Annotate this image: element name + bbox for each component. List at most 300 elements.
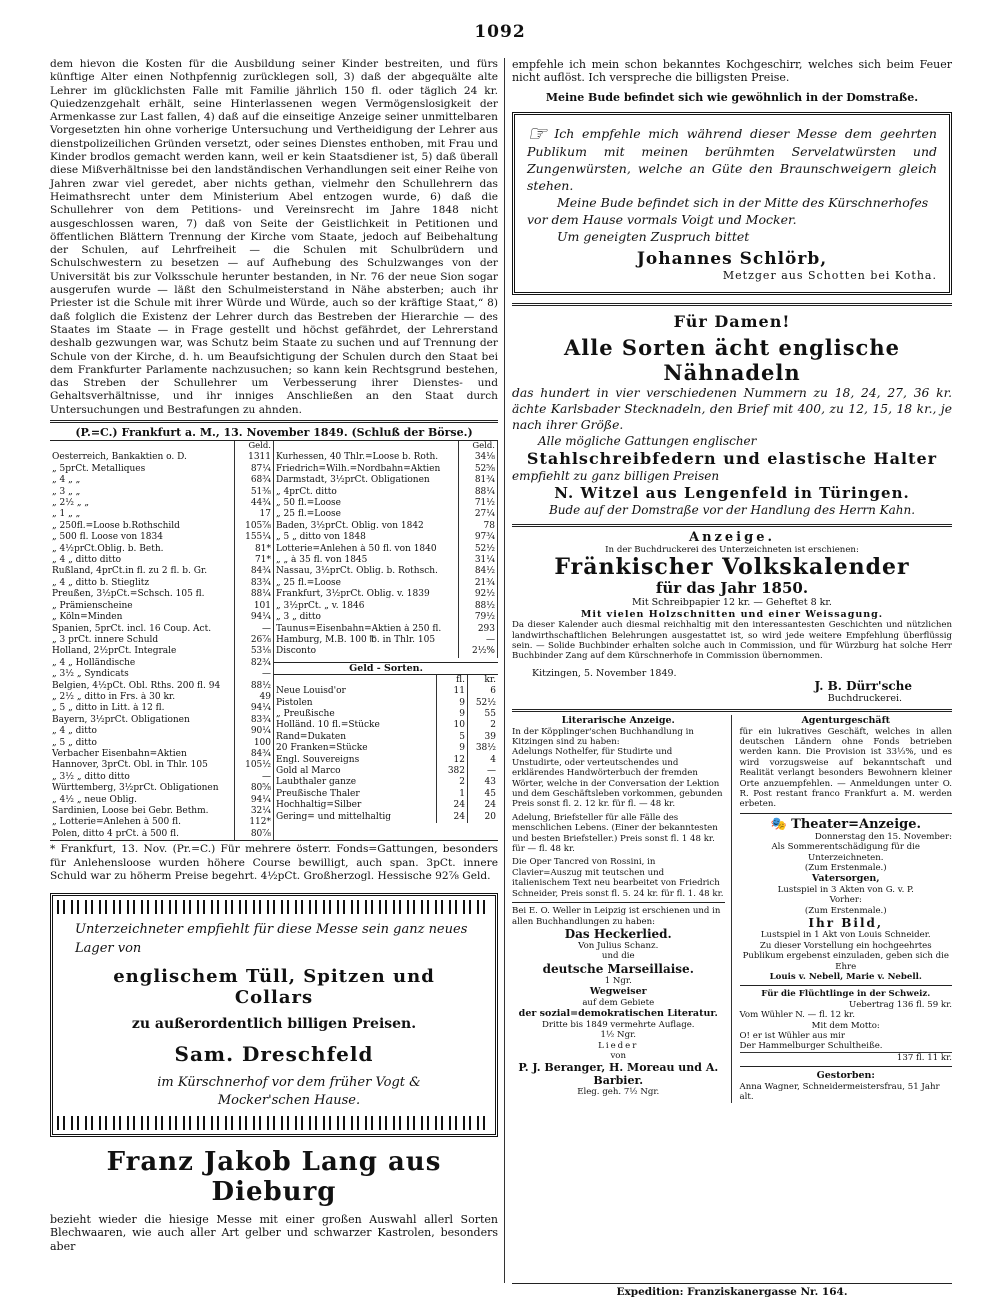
quote-row <box>50 624 274 635</box>
security-name: „ Lotterie=Anlehen à 500 fl. <box>52 817 181 828</box>
security-name: Frankfurt, 3½prCt. Oblig. v. 1839 <box>276 589 430 600</box>
quote-value: 81* <box>235 544 274 555</box>
coin-name: 20 Franken=Stücke <box>276 743 368 754</box>
coin-kr: 52½ <box>468 698 499 709</box>
quote-row <box>274 646 498 657</box>
quote-value: 94¼ <box>235 612 274 623</box>
coin-name: Laubthaler ganze <box>276 777 357 788</box>
quote-value: 26⅞ <box>235 635 274 646</box>
ad-headline: englischem Tüll, Spitzen und Collars <box>113 966 435 1009</box>
right-column <box>512 58 952 1103</box>
coin-fl: 9 <box>437 709 468 720</box>
ad-address: im Kürschnerhof vor dem früher Vogt & Mocker'schen Hause. <box>157 1075 421 1109</box>
quote-row <box>274 578 498 589</box>
book-title: Lieder <box>598 1040 639 1051</box>
ornament-border <box>57 900 491 914</box>
ad-text: Alle mögliche Gattungen englischer <box>538 433 757 448</box>
divider <box>740 813 953 814</box>
ad-text: Unterzeichneter empfiehlt für diese Messe sein ganz neues Lager von <box>75 922 468 957</box>
security-name: Holland, 2½prCt. Integrale <box>52 646 177 657</box>
ornament-border <box>57 1116 491 1130</box>
book-title: deutsche Marseillaise. <box>542 961 694 976</box>
coin-fl: 9 <box>437 743 468 754</box>
quote-value: 52⅝ <box>459 464 498 475</box>
quote-value: 44¾ <box>235 498 274 509</box>
divider <box>740 985 953 986</box>
security-name: „ 5 „ ditto in Litt. à 12 fl. <box>52 703 165 714</box>
quote-value: 52½ <box>459 544 498 555</box>
book-author: Von Julius Schanz. <box>578 940 659 951</box>
play-title: Ihr Bild, <box>808 916 884 931</box>
security-name: „ 3½prCt. „ v. 1846 <box>276 600 365 611</box>
quote-row <box>274 509 498 520</box>
left-column <box>50 58 498 1253</box>
quote-value: 84¾ <box>235 566 274 577</box>
coin-name: Rand=Dukaten <box>276 731 347 742</box>
literary-column <box>512 715 732 1103</box>
coin-name: Neue Louisd'or <box>276 686 346 697</box>
coin-row <box>274 766 498 777</box>
quote-value: 88¼ <box>235 589 274 600</box>
ad-text: Um geneigten Zuspruch bittet <box>557 228 750 244</box>
quote-row <box>50 772 274 783</box>
coin-fl: 1 <box>437 789 468 800</box>
quote-value: 49 <box>235 692 274 703</box>
security-name: „ Prämienscheine <box>52 600 133 611</box>
security-name: „ 2½ „ „ <box>52 498 90 509</box>
quote-row <box>50 783 274 794</box>
expedition-footer: Expedition: Franziskanergasse Nr. 164. <box>512 1283 952 1298</box>
quote-value: 2½% <box>459 646 498 657</box>
ad-subline: Mit vielen Holzschnitten und einer Weissagung. <box>580 608 884 620</box>
quote-row <box>50 612 274 623</box>
coin-kr: 24 <box>468 800 499 811</box>
book-text: auf dem Gebiete <box>582 997 655 1008</box>
theater-line: Lustspiel in 3 Akten von G. v. P. <box>777 885 914 896</box>
quote-value: 88¼ <box>459 487 498 498</box>
coin-row <box>274 686 498 697</box>
coin-row <box>274 698 498 709</box>
divider <box>512 709 952 712</box>
notices-column <box>740 715 953 1103</box>
quote-value: — <box>459 635 498 646</box>
coin-kr: — <box>468 766 499 777</box>
coin-name: Holländ. 10 fl.=Stücke <box>276 720 380 731</box>
quote-value: 94¼ <box>235 703 274 714</box>
quote-table <box>50 440 498 841</box>
coins-table <box>274 675 498 823</box>
booth-text: Meine Bude befindet sich wie gewöhnlich in der Domstraße. <box>545 90 919 104</box>
quote-row <box>50 532 274 543</box>
quote-row <box>50 669 274 680</box>
lit-text: In der Köpplinger'schen Buchhandlung in Kitzingen sind zu haben: <box>512 726 694 747</box>
coin-name: Preußische Thaler <box>276 788 360 799</box>
coin-kr: 39 <box>468 732 499 743</box>
book-text: Dritte bis 1849 vermehrte Auflage. <box>541 1019 695 1030</box>
theater-line: Louis v. Nebell, Marie v. Nebell. <box>769 971 922 982</box>
ad-dreschfeld <box>50 893 498 1137</box>
quote-row <box>50 806 274 817</box>
quote-value: 84½ <box>459 566 498 577</box>
security-name: Belgien, 4½pCt. Obl. Rths. 200 fl. 94 <box>52 680 221 691</box>
quote-row <box>50 566 274 577</box>
security-name: Preußen, 3½pCt.=Schsch. 105 fl. <box>52 589 205 600</box>
security-name: Hamburg, M.B. 100 ℔. in Thlr. 105 <box>276 634 436 645</box>
book-text: von <box>610 1050 627 1061</box>
security-name: „ 25 fl.=Loose <box>276 577 341 588</box>
book-title: Das Heckerlied. <box>564 926 672 941</box>
coin-fl: 24 <box>437 800 468 811</box>
page-number: 1092 <box>474 22 526 42</box>
bottom-two-columns <box>512 715 952 1103</box>
quote-row <box>50 464 274 475</box>
obituary-text: Anna Wagner, Schneidermeistersfrau, 51 Jahr alt. <box>739 1081 940 1103</box>
lit-text: Die Oper Tancred von Rossini, in Clavier=Auszug mit teutschen und italienischem Text neu bearbeitet von Friedrich Schneider, Preis sonst fl. 5. 24 kr. für fl. 1. 48 kr. <box>512 857 724 899</box>
book-title: der sozial=demokratischen Literatur. <box>518 1008 718 1020</box>
quote-table-right <box>274 441 498 658</box>
bourse-header: (P.=C.) Frankfurt a. M., 13. November 1849. (Schluß der Börse.) <box>75 426 473 440</box>
quote-value: 21¾ <box>459 578 498 589</box>
lit-text: Adelung, Briefsteller für alle Fälle des menschlichen Lebens. (Einer der bekanntesten und besten Briefsteller.) Preis sonst fl. 1 48 kr. für — fl. 48 kr. <box>512 812 718 855</box>
quote-row <box>274 544 498 555</box>
security-name: Taunus=Eisenbahn=Aktien à 250 fl. <box>276 623 442 634</box>
quote-row <box>50 715 274 726</box>
security-name: „ 3½ „ ditto ditto <box>52 771 130 782</box>
coin-name: Gering= und mittelhaltig <box>276 811 392 822</box>
donation-total: 137 fl. 11 kr. <box>740 1052 953 1063</box>
security-name: „ 4 „ ditto ditto <box>52 555 122 566</box>
coin-name: Engl. Souvereigns <box>276 754 360 765</box>
security-name: „ 500 fl. Loose von 1834 <box>52 532 163 543</box>
ad-subheadline: Stahlschreibfedern und elastische Halter <box>526 448 938 468</box>
quote-value: 68¾ <box>235 475 274 486</box>
coin-fl: 5 <box>437 732 468 743</box>
quote-row <box>50 509 274 520</box>
quote-row <box>50 738 274 749</box>
security-name: Rußland, 4prCt.in fl. zu 2 fl. b. Gr. <box>52 566 208 577</box>
quote-row <box>50 578 274 589</box>
section-head: Für die Flüchtlinge in der Schweiz. <box>761 989 931 1000</box>
coin-fl: 10 <box>437 720 468 731</box>
divider <box>50 420 498 423</box>
coin-fl: 9 <box>437 698 468 709</box>
quote-value: 71½ <box>459 498 498 509</box>
quote-value: 81¾ <box>459 475 498 486</box>
quote-value: 53⅛ <box>235 646 274 657</box>
quote-row <box>274 555 498 566</box>
quote-row <box>50 601 274 612</box>
theater-line: (Zum Erstenmale.) <box>804 905 887 916</box>
ad-schlorb <box>512 112 952 295</box>
quote-row <box>274 589 498 600</box>
theater-line: Donnerstag den 15. November: <box>814 831 952 842</box>
security-name: Hannover, 3prCt. Obl. in Thlr. 105 <box>52 760 208 771</box>
coin-row <box>274 800 498 811</box>
ad-top: Für Damen! <box>673 311 791 331</box>
ad-text: Bude auf der Domstraße vor der Handlung des Herrn Kahn. <box>548 502 916 517</box>
security-name: „ 5 „ ditto von 1848 <box>276 532 366 543</box>
quote-row <box>50 487 274 498</box>
agent-text: für ein lukratives Geschäft, welches in allen deutschen Ländern ohne Fonds betrieben werden kann. Die Provision ist 33⅓%, und es wird vorzugsweise auf bekanntschaft und Realität verlangt besonders Bewohnern kleiner Orte anzuempfehlen. — Anmeldungen unter O. R. Post restant franco Frankfurt a. M. werden erbeten. <box>739 726 952 810</box>
ad-text: das hundert in vier verschiedenen Nummern zu 18, 24, 27, 36 kr. ächte Karlsbader Stecknadeln, den Brief mit 400, zu 12, 15, 18 kr., je nach ihrer Größe. <box>512 385 952 432</box>
security-name: „ 5prCt. Metalliques <box>52 463 146 474</box>
security-name: Spanien, 5prCt. incl. 16 Coup. Act. <box>52 623 212 634</box>
security-name: „ 5 „ ditto <box>52 737 97 748</box>
ad-year: für das Jahr 1850. <box>655 579 809 597</box>
lit-text: Bei E. O. Weller in Leipzig ist erschienen und in allen Buchhandlungen zu haben: <box>512 906 721 927</box>
theater-line: Als Sommerentschädigung für die Unterzeichneten. <box>771 842 921 863</box>
quote-value: 155¼ <box>235 532 274 543</box>
divider <box>512 524 952 527</box>
coins-title: Geld - Sorten. <box>274 663 498 675</box>
theater-line: (Zum Erstenmale.) <box>804 863 887 874</box>
play-title: Vatersorgen, <box>811 873 880 885</box>
coin-fl: 12 <box>437 755 468 766</box>
divider <box>740 1066 953 1067</box>
security-name: „ 3 „ „ <box>52 486 81 497</box>
quote-value: 1311 <box>235 452 274 463</box>
security-name: Lotterie=Anlehen à 50 fl. von 1840 <box>276 543 437 554</box>
security-name: „ 1 „ „ <box>52 509 81 520</box>
quote-value: 80⅞ <box>235 829 274 840</box>
quote-row <box>274 601 498 612</box>
geld-label: Geld. <box>235 441 274 452</box>
security-name: Sardinien, Loose bei Gebr. Bethm. <box>52 806 209 817</box>
security-name: Oesterreich, Bankaktien o. D. <box>52 452 187 463</box>
security-name: „ 3 „ ditto <box>276 612 321 623</box>
donation-line: O! er ist Wühler aus mir <box>739 1030 846 1041</box>
section-head: Literarische Anzeige. <box>561 715 675 726</box>
coin-kr: 38½ <box>468 743 499 754</box>
quote-row <box>274 521 498 532</box>
quote-row <box>50 658 274 669</box>
section-head <box>740 817 953 832</box>
coin-row <box>274 777 498 788</box>
theater-line: Vorher: <box>829 895 862 906</box>
quote-value: 293 <box>459 624 498 635</box>
donation-line: Vom Wühler N. — fl. 12 kr. <box>739 1010 855 1021</box>
security-name: „ 4 „ Holländische <box>52 657 136 668</box>
donation-line: Mit dem Motto: <box>811 1020 880 1031</box>
book-price: Eleg. geh. 7½ Ngr. <box>577 1087 660 1098</box>
quote-value: 80⅝ <box>235 783 274 794</box>
coins-col-kr: kr. <box>468 675 499 686</box>
ad-text: Da dieser Kalender auch diesmal reichhaltig mit den interessantesten Geschichten und nützlichen landwirthschaftlichen Belehrungen ausgestattet ist, so wird jede weitere Empfehlung überflüssig sein. — Solide Buchbinder erhalten solche auch in Commission, und für Würzburg hat solche Herr Buchbinder Zang auf dem Kürschnerhofe in Commission übernommen. <box>512 620 952 662</box>
theater-head: Theater=Anzeige. <box>791 816 922 832</box>
security-name: Württemberg, 3½prCt. Obligationen <box>52 783 219 794</box>
quote-row <box>50 635 274 646</box>
security-name: „ 3 prCt. innere Schuld <box>52 634 159 645</box>
continued-text: empfehle ich mein schon bekanntes Kochgeschirr, welches sich beim Feuer nicht auflöst. Ich verspreche die billigsten Preise. <box>512 58 952 85</box>
divider <box>512 902 725 903</box>
market-note: * Frankfurt, 13. Nov. (Pr.=C.) Für mehrere österr. Fonds=Gattungen, besonders für Anlehensloose wurden höhere Course bewilligt, auch span. 3pCt. innere Schuld war zu höherm Preise begehrt. 4½pCt. Großherzogl. Hessische 92⅞ Geld. <box>50 843 498 882</box>
quote-value: — <box>235 669 274 680</box>
quote-value: 105⅞ <box>235 521 274 532</box>
coin-row <box>274 732 498 743</box>
theater-line: Lustspiel in 1 Akt von Louis Schneider. <box>760 930 931 941</box>
pointing-hand-icon: ☞ <box>527 121 547 147</box>
quote-row <box>274 635 498 646</box>
coin-row <box>274 743 498 754</box>
quote-row <box>50 726 274 737</box>
quote-value: — <box>235 624 274 635</box>
ad-sign: J. B. Dürr'sche <box>814 679 912 694</box>
security-name: Baden, 3½prCt. Oblig. von 1842 <box>276 520 424 531</box>
quote-value: 71* <box>235 555 274 566</box>
quote-row <box>50 544 274 555</box>
ad-intro: In der Buchdruckerei des Unterzeichneten ist erschienen: <box>605 544 859 555</box>
security-name: „ 4½ „ neue Oblig. <box>52 794 137 805</box>
security-name: Bayern, 3½prCt. Obligationen <box>52 714 190 725</box>
ad-lang-text: bezieht wieder die hiesige Messe mit einer großen Auswahl allerl Sorten Blechwaaren, wie auch aller Art gelber und schwarzer Kastrolen, besonders aber <box>50 1213 498 1253</box>
ad-sub: Metzger aus Schotten bei Kotha. <box>722 268 937 282</box>
quote-row <box>274 498 498 509</box>
quote-value: 17 <box>235 509 274 520</box>
quote-row <box>50 829 274 840</box>
quote-value: 82¾ <box>235 658 274 669</box>
security-name: Kurhessen, 40 Thlr.=Loose b. Roth. <box>276 452 439 463</box>
security-name: Friedrich=Wilh.=Nordbahn=Aktien <box>276 463 441 474</box>
quote-row <box>50 475 274 486</box>
divider <box>512 303 952 306</box>
security-name: „ 3½ „ Syndicats <box>52 669 129 680</box>
quote-value: 90¼ <box>235 726 274 737</box>
quote-value: 51⅜ <box>235 487 274 498</box>
quote-value: 78 <box>459 521 498 532</box>
quote-row <box>50 646 274 657</box>
lit-text: Adelungs Nothelfer, für Studirte und Unstudirte, oder verteutschendes und erklärendes Handwörterbuch der fremden Wörter, welche in der Conversation der Lektion und dem Geschäftsleben vorkommen, gebunden Preis sonst fl. 2. 12 kr. für fl. — 48 kr. <box>512 747 723 810</box>
quote-row <box>50 681 274 692</box>
quote-value: 87¼ <box>235 464 274 475</box>
quote-row <box>274 452 498 463</box>
security-name: Disconto <box>276 646 317 657</box>
ad-name: Sam. Dreschfeld <box>174 1042 374 1067</box>
coin-name: Gold al Marco <box>276 765 341 776</box>
quote-value: 92½ <box>459 589 498 600</box>
coin-row <box>274 720 498 731</box>
security-name: „ 4prCt. ditto <box>276 486 337 497</box>
security-name: „ 25 fl.=Loose <box>276 509 341 520</box>
security-name: „ 4½prCt.Oblig. b. Beth. <box>52 543 164 554</box>
quote-table-left <box>50 441 274 840</box>
coin-kr: 45 <box>468 789 499 800</box>
coins-col-fl: fl. <box>437 675 468 686</box>
quote-row <box>50 692 274 703</box>
coin-row <box>274 789 498 800</box>
donation-line: Der Hammelburger Schultheiße. <box>739 1041 883 1052</box>
quote-value: 34⅛ <box>459 452 498 463</box>
quote-value: 88½ <box>459 601 498 612</box>
quote-value: 31¼ <box>459 555 498 566</box>
coin-row <box>274 812 498 823</box>
security-name: Darmstadt, 3½prCt. Obligationen <box>276 475 430 486</box>
quote-value: 105½ <box>235 760 274 771</box>
quote-row <box>50 498 274 509</box>
coin-kr: 43 <box>468 777 499 788</box>
quote-row <box>274 566 498 577</box>
book-text: und die <box>601 951 635 962</box>
quote-value: 83¾ <box>235 578 274 589</box>
quote-value: 83¾ <box>235 715 274 726</box>
coin-fl: 24 <box>437 812 468 823</box>
coin-kr: 55 <box>468 709 499 720</box>
quote-value: 100 <box>235 738 274 749</box>
quote-row <box>50 521 274 532</box>
quote-row <box>274 464 498 475</box>
theater-mask-icon: 🎭 <box>770 816 787 832</box>
quote-value: — <box>235 772 274 783</box>
quote-value: 94¼ <box>235 795 274 806</box>
theater-line: Zu dieser Vorstellung ein hochgeehrtes Publikum ergebenst einzuladen, geben sich die Ehre <box>742 940 949 972</box>
ad-text: Ich empfehle mich während dieser Messe dem geehrten Publikum mit meinen berühmten Servelatwürsten und Zungenwürsten, welche an Güte den Braunschweigern gleich stehen. <box>527 125 937 193</box>
quote-row <box>50 795 274 806</box>
security-name: Polen, ditto 4 prCt. à 500 fl. <box>52 828 179 839</box>
quote-value: 112* <box>235 817 274 828</box>
security-name: „ „ à 35 fl. von 1845 <box>276 555 368 566</box>
coin-kr: 6 <box>468 686 499 697</box>
ad-date: Kitzingen, 5. November 1849. <box>532 667 677 679</box>
ad-head: Anzeige. <box>688 529 776 545</box>
security-name: „ Köln=Minden <box>52 612 123 623</box>
quote-row <box>50 589 274 600</box>
column-divider <box>504 58 505 1283</box>
quote-value: 97¾ <box>459 532 498 543</box>
quote-row <box>274 532 498 543</box>
quote-row <box>50 817 274 828</box>
coin-fl: 11 <box>437 686 468 697</box>
book-title: Wegweiser <box>589 986 647 998</box>
quote-row <box>50 703 274 714</box>
coin-kr: 20 <box>468 812 499 823</box>
security-name: „ 4 „ ditto b. Stieglitz <box>52 577 150 588</box>
ad-text: empfiehlt zu ganz billigen Preisen <box>512 468 720 483</box>
geld-label: Geld. <box>459 441 498 452</box>
article-text: dem hievon die Kosten für die Ausbildung seiner Kinder bestreiten, und fürs künftige Alter einen Nothpfennig zurücklegen soll, 3) daß der abgequälte alte Lehrer im glücklichsten Falle mit Familie jährlich 150 fl. oder täglich 24 kr. Quiedzenzgehalt erhält, seine Hinterlassenen wegen Vermögenslosigkeit der Armenkasse zur Last fallen, 4) daß auf die einseitige Anzeige seiner unmittelbaren Vorgesetzten hin ohne vorherige Untersuchung und Vertheidigung der Lehrer aus dienstpolizeilichen Gründen versetzt, oder seines Dienstes enthoben, mit Frau und Kinder brodlos gemacht werden kann, weil er kein Staatsdiener ist, 5) daß überall diese Mißverhältnisse bei den landständischen Verhandlungen seit einer Reihe von Jahren zwar viel geredet, aber nichts gethan, vielmehr den Schullehrern das Heimathsrecht unter dem Ministerium Abel entzogen wurde, 6) daß die Schullehrer von dem Petitions- und Vereinsrecht im Jahre 1848 nicht ausgeschlossen waren, 7) daß von Seite der Geistlichkeit in Petitionen und öffentlichen Blättern Trennung der Kirche vom Staate, jedoch auf Beibehaltung der Schulen, auf Lehrfreiheit — die Schulen mit Schulbrüdern und Schulschwestern zu besetzen — auf Aufhebung des Schulzwanges von der Universität bis zur Volksschule herunter bestanden, in Nr. 76 der neue Sion sogar ausgerufen wurde — läßt den Schulmeisterstand in Nähe absterben; auch ihr Priester ist die Schule mit ihrer Würde und Würde, auch so der kräftige Staat,“ 8) daß folglich die Existenz der Lehrer durch das Bestreben der Hierarchie — des Staates im Staate — in Frage gestellt und höchst gefährdet, der Lehrerstand deshalb gezwungen war, was Schutz beim Staate zu suchen und auf Trennung der Schule von der Kirche, d. h. um Beaufsichtigung der Schulen durch den Staat bei dem Frankfurter Parlamente nachzusuchen; so kann kein Rechtsgrund bestehen, das Streben der Schullehrer um Verbesserung ihrer Dienstes- und Gehaltsverhältnisse, und ihr inniges Anschließen an den Staat durch Untersuchungen und Bestrafungen zu ahnden. <box>50 58 498 416</box>
ad-name: N. Witzel aus Lengenfeld in Türingen. <box>554 483 910 502</box>
quote-row <box>274 612 498 623</box>
coin-name: Hochhaltig=Silber <box>276 800 362 811</box>
quote-row <box>50 555 274 566</box>
quote-value: 84¾ <box>235 749 274 760</box>
ad-name: Johannes Schlörb, <box>636 248 828 269</box>
security-name: „ 2½ „ ditto in Frs. à 30 kr. <box>52 691 176 702</box>
ad-price: Mit Schreibpapier 12 kr. — Geheftet 8 kr. <box>632 597 832 608</box>
quote-value: 27¼ <box>459 509 498 520</box>
quote-row <box>50 760 274 771</box>
quote-value: 79½ <box>459 612 498 623</box>
coin-row <box>274 709 498 720</box>
coin-fl: 382 <box>437 766 468 777</box>
coin-kr: 4 <box>468 755 499 766</box>
quote-row <box>274 624 498 635</box>
book-authors: P. J. Beranger, H. Moreau und A. Barbier. <box>518 1061 719 1088</box>
donation-line: Uebertrag 136 fl. 59 kr. <box>848 999 952 1010</box>
quote-value: 88½ <box>235 681 274 692</box>
quote-row <box>274 487 498 498</box>
coin-kr: 2 <box>468 720 499 731</box>
security-name: Verbacher Eisenbahn=Aktien <box>52 748 187 759</box>
section-head: Gestorben: <box>816 1070 875 1082</box>
ad-text: Meine Bude befindet sich in der Mitte des Kürschnerhofes vor dem Hause vormals Voigt und Mocker. <box>527 194 929 227</box>
quote-row <box>274 475 498 486</box>
security-name: „ 4 „ „ <box>52 475 81 486</box>
ad-headline: Fränkischer Volkskalender <box>554 554 910 580</box>
ad-subline: zu außerordentlich billigen Preisen. <box>131 1016 417 1033</box>
coin-row <box>274 755 498 766</box>
security-name: Nassau, 3½prCt. Oblig. b. Rothsch. <box>276 566 438 577</box>
quote-value: 101 <box>235 601 274 612</box>
security-name: „ 50 fl.=Loose <box>276 498 341 509</box>
